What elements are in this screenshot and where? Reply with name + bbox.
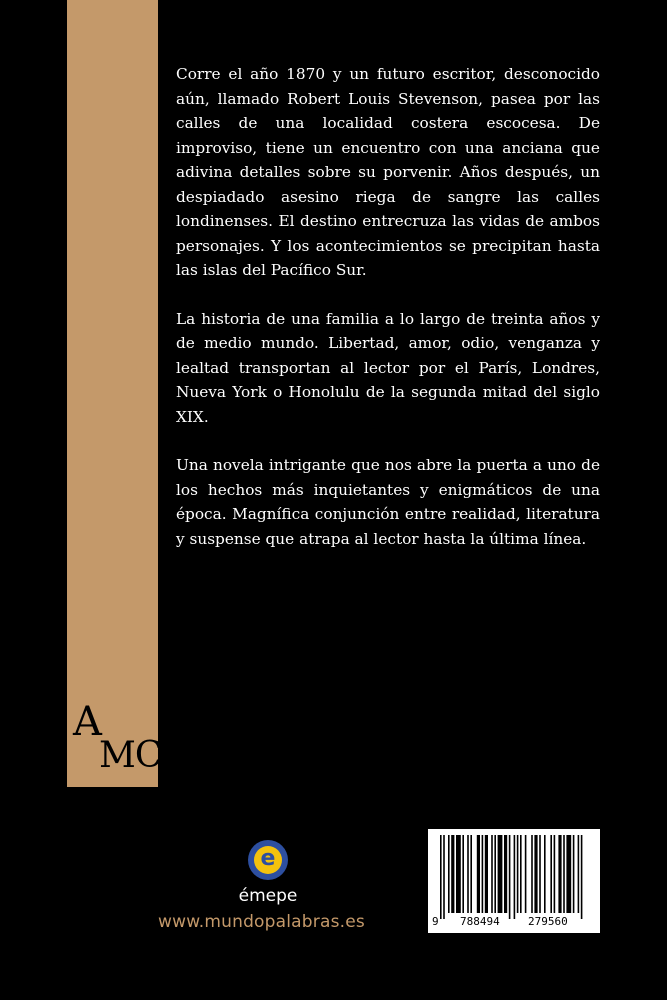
barcode-bar xyxy=(477,835,480,913)
isbn-first-digit: 9 xyxy=(432,915,439,928)
barcode-bar xyxy=(525,835,527,913)
barcode-bar xyxy=(539,835,541,913)
barcode-bar xyxy=(491,835,493,913)
barcode-bar xyxy=(470,835,472,913)
logo-letter-a: A xyxy=(73,699,102,745)
barcode-bar xyxy=(563,835,565,913)
publisher-icon-letter: e xyxy=(254,846,282,874)
barcode-bar xyxy=(534,835,537,913)
synopsis-paragraph-2: La historia de una familia a lo largo de treinta años y de medio mundo. Libertad, amor, odio, venganza y lealtad transportan al lector por el París, Londres, Nueva York o Honolulu de la segunda mitad del siglo XIX. xyxy=(176,309,600,426)
barcode-bar xyxy=(509,835,511,919)
barcode-bar xyxy=(440,835,442,919)
barcode-bar xyxy=(443,835,445,919)
barcode-bar xyxy=(456,835,461,913)
barcode-bar xyxy=(520,835,522,913)
barcode-bar xyxy=(581,835,583,919)
barcode-bar xyxy=(482,835,484,913)
barcode-bar xyxy=(554,835,556,913)
barcode-bar xyxy=(467,835,469,913)
decorative-band xyxy=(67,0,158,787)
logo-letters-mc: MC xyxy=(99,735,162,776)
isbn-group-1: 788494 xyxy=(460,915,500,928)
publisher-name: émepe xyxy=(238,886,298,906)
publisher-icon xyxy=(248,840,288,880)
barcode-bar xyxy=(494,835,496,913)
publisher-logo xyxy=(196,840,348,906)
barcode-bar xyxy=(550,835,552,913)
synopsis-paragraph-3: Una novela intrigante que nos abre la puerta a uno de los hechos más inquietantes y enigmáticos de una época. Magnífica conjunción entre realidad, literatura y suspense que atrapa al lector hasta la última línea. xyxy=(176,456,600,548)
barcode-bar xyxy=(514,835,516,919)
barcode-bar xyxy=(498,835,503,913)
barcode-bar xyxy=(531,835,533,913)
barcode-bar xyxy=(462,835,464,913)
barcode-bar xyxy=(566,835,571,913)
isbn-group-2: 279560 xyxy=(528,915,568,928)
barcode-bar xyxy=(544,835,546,913)
barcode-bar xyxy=(448,835,450,913)
barcode-bar xyxy=(451,835,454,913)
amc-logo xyxy=(67,699,162,787)
barcode-bar xyxy=(573,835,575,913)
barcode-bars xyxy=(428,829,600,933)
barcode-bar xyxy=(558,835,561,913)
synopsis xyxy=(176,62,600,575)
barcode-bar xyxy=(485,835,488,913)
synopsis-paragraph-1: Corre el año 1870 y un futuro escritor, desconocido aún, llamado Robert Louis Stevenson, pasea por las calles de una localidad costera escocesa. De improviso, tiene un encuentro con una anciana que adivina detalles sobre su porvenir. Años después, un despiadado asesino riega de sangre las calles londinenses. El destino entrecruza las vidas de ambos personajes. Y los acontecimientos se precipitan hasta las islas del Pacífico Sur. xyxy=(176,65,600,279)
barcode-bar xyxy=(578,835,580,913)
publisher-website[interactable]: www.mundopalabras.es xyxy=(158,912,365,932)
isbn-barcode xyxy=(428,829,600,933)
barcode-bar xyxy=(517,835,519,913)
barcode-bar xyxy=(504,835,507,913)
